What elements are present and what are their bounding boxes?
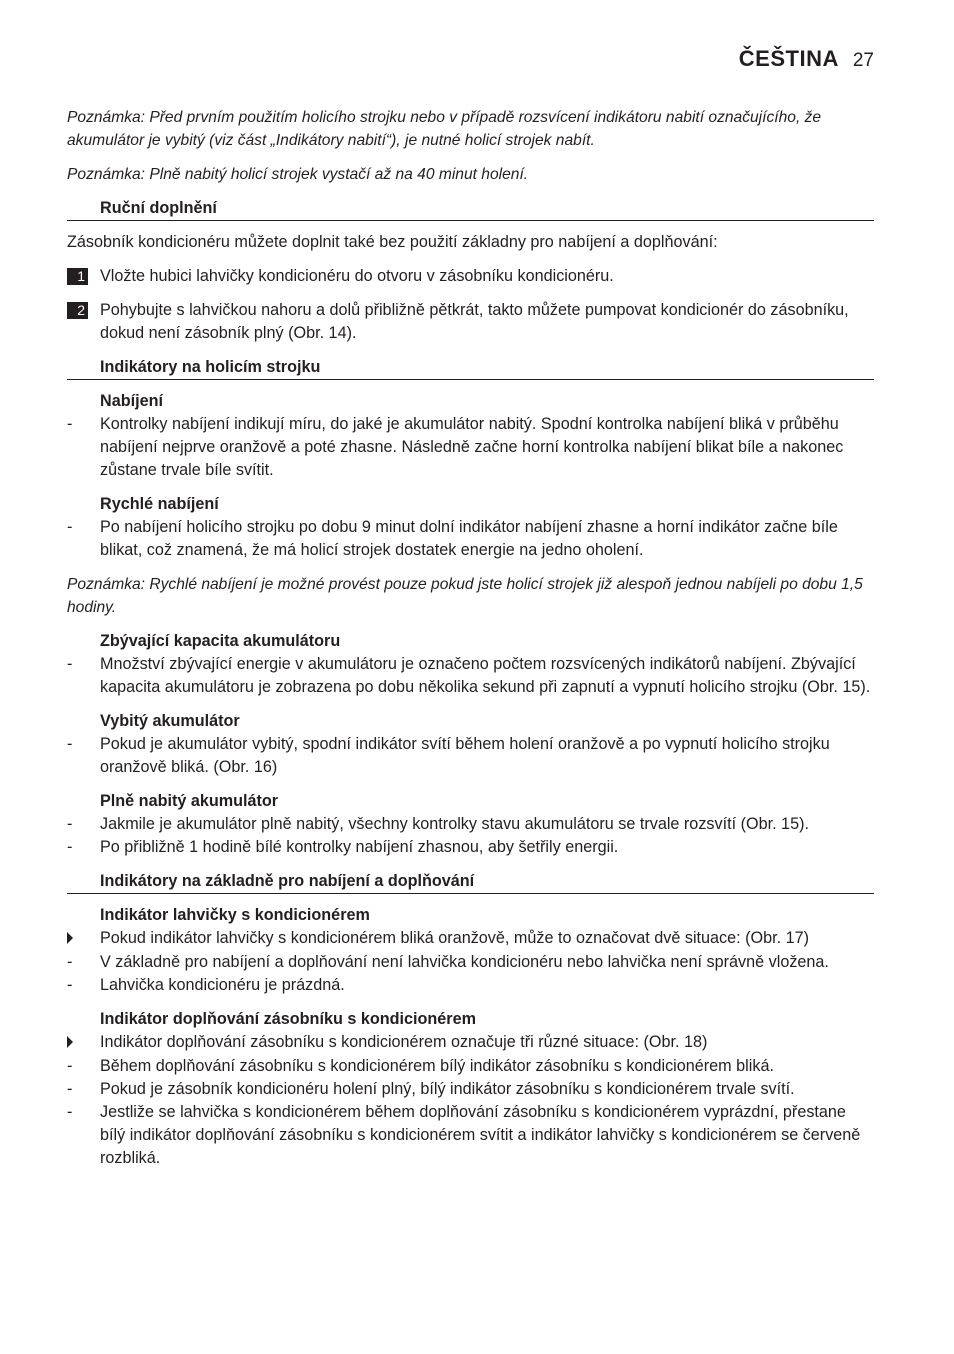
step-1 bbox=[67, 265, 874, 288]
charging-block bbox=[67, 390, 874, 482]
note-quick-charging: Poznámka: Rychlé nabíjení je možné provést pouze pokud jste holicí strojek již alespoň jednou nabíjeli po dobu 1,5 hodiny. bbox=[67, 576, 863, 616]
list-item bbox=[67, 951, 874, 974]
list-item-text: Jakmile je akumulátor plně nabitý, všechny kontrolky stavu akumulátoru se trvale rozsvítí (Obr. 15). bbox=[100, 815, 809, 833]
list-item bbox=[67, 836, 874, 859]
list-item-text: Pokud je zásobník kondicionéru holení plný, bílý indikátor zásobníku s kondicionérem trvale svítí. bbox=[100, 1080, 795, 1098]
dash-bullet: - bbox=[67, 735, 73, 753]
list-item bbox=[67, 974, 874, 997]
list-item-text: Jestliže se lahvička s kondicionérem během doplňování zásobníku s kondicionérem vyprázdní, přestane bílý indikátor doplňování zásobníku s kondicionérem svítit a indikátor lahvičky s kondicionérem se červeně rozbliká. bbox=[100, 1103, 861, 1167]
list-item bbox=[67, 516, 874, 562]
manual-refill-intro: Zásobník kondicionéru můžete doplnit také bez použití základny pro nabíjení a doplňování: bbox=[67, 233, 718, 251]
dash-bullet: - bbox=[67, 1080, 73, 1098]
list-item-text: Pokud je akumulátor vybitý, spodní indikátor svítí během holení oranžově a po vypnutí holicího strojku oranžově bliká. (Obr. 16) bbox=[100, 735, 830, 776]
list-item bbox=[67, 653, 874, 699]
list-item-text: Během doplňování zásobníku s kondicionérem bílý indikátor zásobníku s kondicionérem bliká. bbox=[100, 1057, 774, 1075]
refill-indicator-block bbox=[67, 1008, 874, 1170]
section-heading-base-indicators: Indikátory na základně pro nabíjení a doplňování bbox=[67, 870, 874, 894]
subheading-charging: Nabíjení bbox=[100, 392, 163, 410]
dash-bullet: - bbox=[67, 815, 73, 833]
subheading-quick-charging: Rychlé nabíjení bbox=[100, 495, 219, 513]
step-text: Pohybujte s lahvičkou nahoru a dolů přibližně pětkrát, takto můžete pumpovat kondicionér do zásobníku, dokud není zásobník plný (Obr. 14). bbox=[100, 301, 849, 342]
list-item-text: Kontrolky nabíjení indikují míru, do jaké je akumulátor nabitý. Spodní kontrolka nabíjení bliká v průběhu nabíjení nejprve oranžově a poté zhasne. Následně začne horní kontrolka nabíjení blikat bíle a nakonec zůstane trvale bíle svítit. bbox=[100, 415, 844, 479]
list-item bbox=[67, 813, 874, 836]
full-battery-block bbox=[67, 790, 874, 859]
subheading-full-battery: Plně nabitý akumulátor bbox=[100, 792, 279, 810]
note-shaving-time: Poznámka: Plně nabitý holicí strojek vystačí až na 40 minut holení. bbox=[67, 166, 529, 183]
list-item bbox=[67, 733, 874, 779]
list-item-text: Po přibližně 1 hodině bílé kontrolky nabíjení zhasnou, aby šetřily energii. bbox=[100, 838, 619, 856]
dash-bullet: - bbox=[67, 655, 73, 673]
dash-bullet: - bbox=[67, 838, 73, 856]
list-item-text: Po nabíjení holicího strojku po dobu 9 minut dolní indikátor nabíjení zhasne a horní indikátor začne bíle blikat, což znamená, že má holicí strojek dostatek energie na jedno oholení. bbox=[100, 518, 838, 559]
subheading-remaining-capacity: Zbývající kapacita akumulátoru bbox=[100, 632, 341, 650]
dash-bullet: - bbox=[67, 1057, 73, 1075]
step-number-badge: 1 bbox=[67, 268, 88, 285]
page-header bbox=[739, 46, 874, 72]
bottle-indicator-block bbox=[67, 904, 874, 997]
lead-item-text: Pokud indikátor lahvičky s kondicionérem bliká oranžově, může to označovat dvě situace: (Obr. 17) bbox=[100, 929, 810, 947]
subheading-empty-battery: Vybitý akumulátor bbox=[100, 712, 240, 730]
page-content bbox=[67, 106, 874, 1181]
step-number-badge: 2 bbox=[67, 302, 88, 319]
language-label: ČEŠTINA bbox=[738, 46, 839, 71]
list-item-text: V základně pro nabíjení a doplňování není lahvička kondicionéru nebo lahvička není správně vložena. bbox=[100, 953, 829, 971]
dash-bullet: - bbox=[67, 976, 73, 994]
section-heading-manual-refill: Ruční doplnění bbox=[67, 197, 874, 221]
dash-bullet: - bbox=[67, 953, 73, 971]
lead-item bbox=[67, 1031, 874, 1055]
triangle-bullet-icon bbox=[67, 1036, 73, 1048]
list-item-text: Lahvička kondicionéru je prázdná. bbox=[100, 976, 345, 994]
list-item bbox=[67, 1055, 874, 1078]
empty-battery-block bbox=[67, 710, 874, 779]
lead-item bbox=[67, 927, 874, 951]
step-text: Vložte hubici lahvičky kondicionéru do otvoru v zásobníku kondicionéru. bbox=[100, 267, 614, 285]
lead-item-text: Indikátor doplňování zásobníku s kondicionérem označuje tři různé situace: (Obr. 18) bbox=[100, 1033, 708, 1051]
subheading-refill-indicator: Indikátor doplňování zásobníku s kondicionérem bbox=[100, 1010, 476, 1028]
page-number: 27 bbox=[852, 50, 874, 71]
list-item bbox=[67, 1101, 874, 1170]
step-2 bbox=[67, 299, 874, 345]
dash-bullet: - bbox=[67, 518, 73, 536]
dash-bullet: - bbox=[67, 415, 73, 433]
quick-charging-block bbox=[67, 493, 874, 562]
list-item-text: Množství zbývající energie v akumulátoru je označeno počtem rozsvícených indikátorů nabíjení. Zbývající kapacita akumulátoru je zobrazena po dobu několika sekund při zapnutí a vypnutí holicího strojku (Obr. 15). bbox=[100, 655, 871, 696]
section-heading-shaver-indicators: Indikátory na holicím strojku bbox=[67, 356, 874, 380]
remaining-capacity-block bbox=[67, 630, 874, 699]
triangle-bullet-icon bbox=[67, 932, 73, 944]
note-before-first-use: Poznámka: Před prvním použitím holicího strojku nebo v případě rozsvícení indikátoru nabití označujícího, že akumulátor je vybitý (viz část „Indikátory nabití“), je nutné holicí strojek nabít. bbox=[67, 109, 822, 149]
list-item bbox=[67, 413, 874, 482]
dash-bullet: - bbox=[67, 1103, 73, 1121]
list-item bbox=[67, 1078, 874, 1101]
subheading-bottle-indicator: Indikátor lahvičky s kondicionérem bbox=[100, 906, 370, 924]
